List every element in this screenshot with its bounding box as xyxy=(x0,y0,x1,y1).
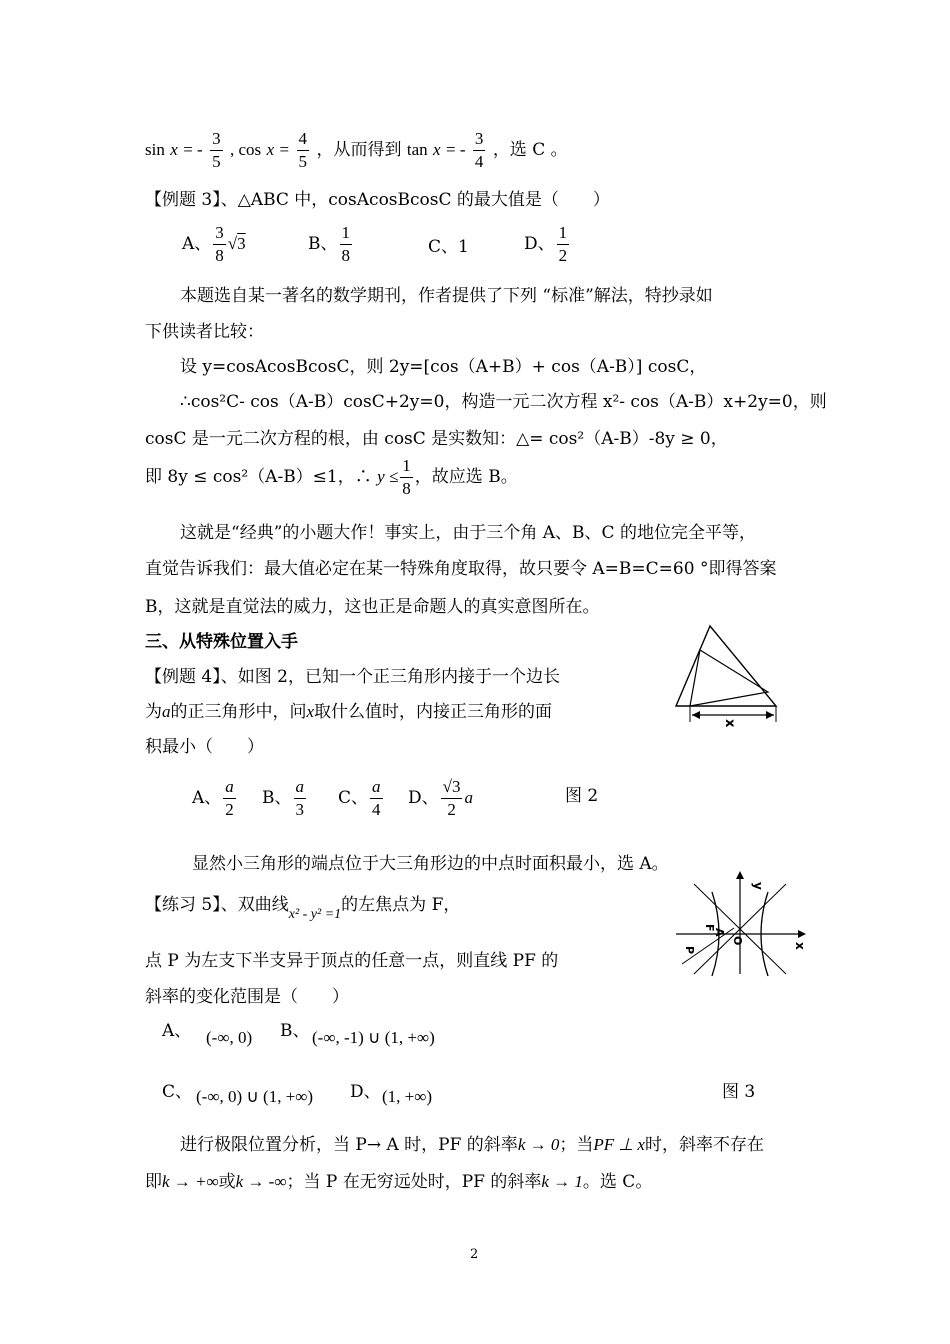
analysis-line: 即k → +∞或k → -∞；当 P 在无穷远处时，PF 的斜率k → 1。选 C。 xyxy=(145,1172,653,1192)
practice5-option-d-label: D、 xyxy=(350,1082,381,1102)
section-heading: 三、从特殊位置入手 xyxy=(145,632,298,652)
sin-label: sin xyxy=(145,140,165,159)
intro-line xyxy=(145,128,568,173)
figure2-label-x: x xyxy=(722,719,737,728)
practice5-option-a-value: (-∞, 0) xyxy=(206,1028,253,1047)
example4-option-a: A、 $\frac{a}{2}$ xyxy=(192,777,234,819)
figure3-hyperbola-diagram xyxy=(672,868,810,978)
eq-minus: = - xyxy=(183,140,203,159)
tan-label: tan xyxy=(406,140,428,159)
figure3-label-a: A xyxy=(713,928,726,937)
fraction: $\frac{3}{5}$ xyxy=(212,129,221,171)
text: ，从而得到 xyxy=(316,140,402,160)
example4-line: 【例题 4】、如图 2，已知一个正三角形内接于一个边长 xyxy=(145,667,560,687)
analysis-line: 进行极限位置分析，当 P→ A 时，PF 的斜率k → 0；当PF ⊥ x时，斜率不存在 xyxy=(180,1135,764,1155)
var-x: x xyxy=(170,140,178,159)
solution-line: cosC 是一元二次方程的根，由 cosC 是实数知：△= cos²（A-B）-8y ≥ 0， xyxy=(145,429,728,449)
example4-line: 为a的正三角形中，问x取什么值时，内接正三角形的面 xyxy=(145,702,553,722)
eq: = xyxy=(279,140,290,159)
var-x: x xyxy=(433,140,441,159)
practice5-option-b-label: B、 xyxy=(280,1021,310,1041)
practice5-option-a-label: A、 xyxy=(162,1021,192,1041)
figure3-label-p: P xyxy=(683,946,696,955)
practice5-option-b-value: (-∞, -1) ∪ (1, +∞) xyxy=(312,1028,435,1047)
example4-option-c: C、 $\frac{a}{4}$ xyxy=(338,777,381,819)
paragraph-line: 这就是“经典”的小题大作！事实上，由于三个角 A、B、C 的地位完全平等， xyxy=(180,523,756,543)
fraction: $\frac{3}{4}$ xyxy=(474,129,484,171)
figure3-label-x: x xyxy=(793,942,807,950)
practice5-option-d-value: (1, +∞) xyxy=(382,1087,433,1106)
example3-option-b: B、 $\frac{1}{8}$ xyxy=(308,223,350,265)
figure3-label-o: O xyxy=(731,936,744,946)
cos-label: , cos xyxy=(230,140,262,159)
figure2-triangle-diagram xyxy=(672,622,784,728)
example3-option-d: D、 $\frac{1}{2}$ xyxy=(524,223,568,265)
example4-option-d: D、 $\frac{√3}{2}$ a xyxy=(408,777,473,819)
var-x: x xyxy=(266,140,275,159)
solution-line: 即 8y ≤ cos²（A-B）≤1，∴ y ≤ $\frac{1}{8}$ ，故应选 B。 xyxy=(145,456,518,498)
text: ，选 C 。 xyxy=(492,140,568,160)
example4-answer: 显然小三角形的端点位于大三角形边的中点时面积最小，选 A。 xyxy=(192,854,669,874)
practice5-line: 点 P 为左支下半支异于顶点的任意一点，则直线 PF 的 xyxy=(145,951,559,971)
example4-line: 积最小（ ） xyxy=(145,737,264,757)
eq-minus: = - xyxy=(446,140,466,159)
solution-line: 设 y=cosAcosBcosC，则 2y=[cos（A+B）+ cos（A-B）] cosC， xyxy=(180,357,707,377)
example3-title: 【例题 3】、△ABC 中，cosAcosBcosC 的最大值是（ ） xyxy=(145,190,610,210)
example3-option-a: A、 $\frac{3}{8}$ √3 xyxy=(182,223,246,265)
paragraph-line: 直觉告诉我们：最大值必定在某一特殊角度取得，故只要令 A=B=C=60 °即得答案 xyxy=(145,559,777,579)
figure3-label-f: F xyxy=(703,924,716,932)
practice5-line: 斜率的变化范围是（ ） xyxy=(145,987,349,1007)
figure2-caption: 图 2 xyxy=(565,786,599,806)
example4-option-b: B、 $\frac{a}{3}$ xyxy=(262,777,304,819)
page-number: 2 xyxy=(470,1247,479,1262)
practice5-option-c-label: C、 xyxy=(162,1082,193,1102)
example3-option-c: C、1 xyxy=(428,237,469,257)
figure3-label-y: y xyxy=(751,882,765,890)
solution-line: ∴cos²C- cos（A-B）cosC+2y=0，构造一元二次方程 x²- cos（A-B）x+2y=0，则 xyxy=(180,392,827,412)
paragraph-line: 下供读者比较： xyxy=(145,322,264,342)
paragraph-line: B，这就是直觉法的威力，这也正是命题人的真实意图所在。 xyxy=(145,597,600,617)
fraction: $\frac{4}{5}$ xyxy=(298,129,308,171)
figure3-caption: 图 3 xyxy=(722,1082,756,1102)
paragraph-line: 本题选自某一著名的数学期刊，作者提供了下列 “标准”解法，特抄录如 xyxy=(180,286,713,306)
practice5-line: 【练习 5】、双曲线$_{x^2 - y^2 =1}$的左焦点为 F， xyxy=(145,895,461,922)
practice5-option-c-value: (-∞, 0) ∪ (1, +∞) xyxy=(196,1087,314,1106)
